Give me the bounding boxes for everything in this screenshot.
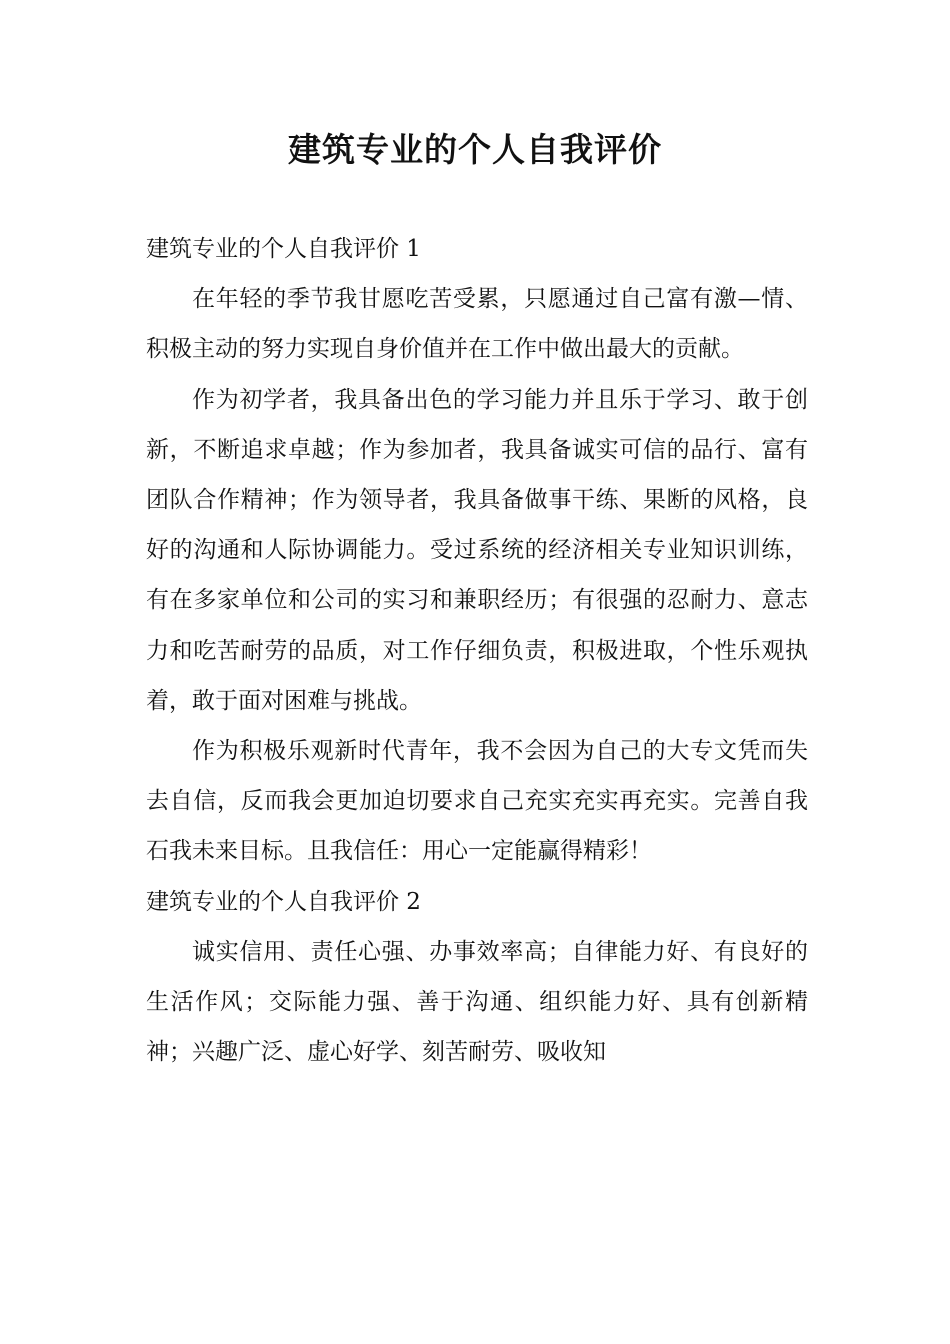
section-2 bbox=[146, 877, 808, 1078]
section-heading: 建筑专业的个人自我评价 1 bbox=[146, 236, 421, 262]
paragraph: 在年轻的季节我甘愿吃苦受累，只愿通过自己富有激—情、积极主动的努力实现自身价值并在工作中做出最大的贡献。 bbox=[146, 286, 808, 363]
section-1 bbox=[146, 224, 808, 877]
document-body bbox=[146, 224, 808, 1077]
page-title: 建筑专业的个人自我评价 bbox=[288, 130, 662, 169]
section-heading: 建筑专业的个人自我评价 2 bbox=[146, 888, 421, 915]
paragraph: 诚实信用、责任心强、办事效率高；自律能力好、有良好的生活作风；交际能力强、善于沟通、组织能力好、具有创新精神；兴趣广泛、虚心好学、刻苦耐劳、吸收知 bbox=[146, 938, 808, 1066]
paragraph: 作为初学者，我具备出色的学习能力并且乐于学习、敢于创新，不断追求卓越；作为参加者，我具备诚实可信的品行、富有团队合作精神；作为领导者，我具备做事干练、果断的风格，良好的沟通和人际协调能力。受过系统的经济相关专业知识训练，有在多家单位和公司的实习和兼职经历；有很强的忍耐力、意志力和吃苦耐劳的品质，对工作仔细负责，积极进取，个性乐观执着，敢于面对困难与挑战。 bbox=[146, 386, 808, 714]
paragraph: 作为积极乐观新时代青年，我不会因为自己的大专文凭而失去自信，反而我会更加迫切要求自己充实充实再充实。完善自我石我未来目标。且我信任：用心一定能赢得精彩！ bbox=[146, 738, 808, 865]
